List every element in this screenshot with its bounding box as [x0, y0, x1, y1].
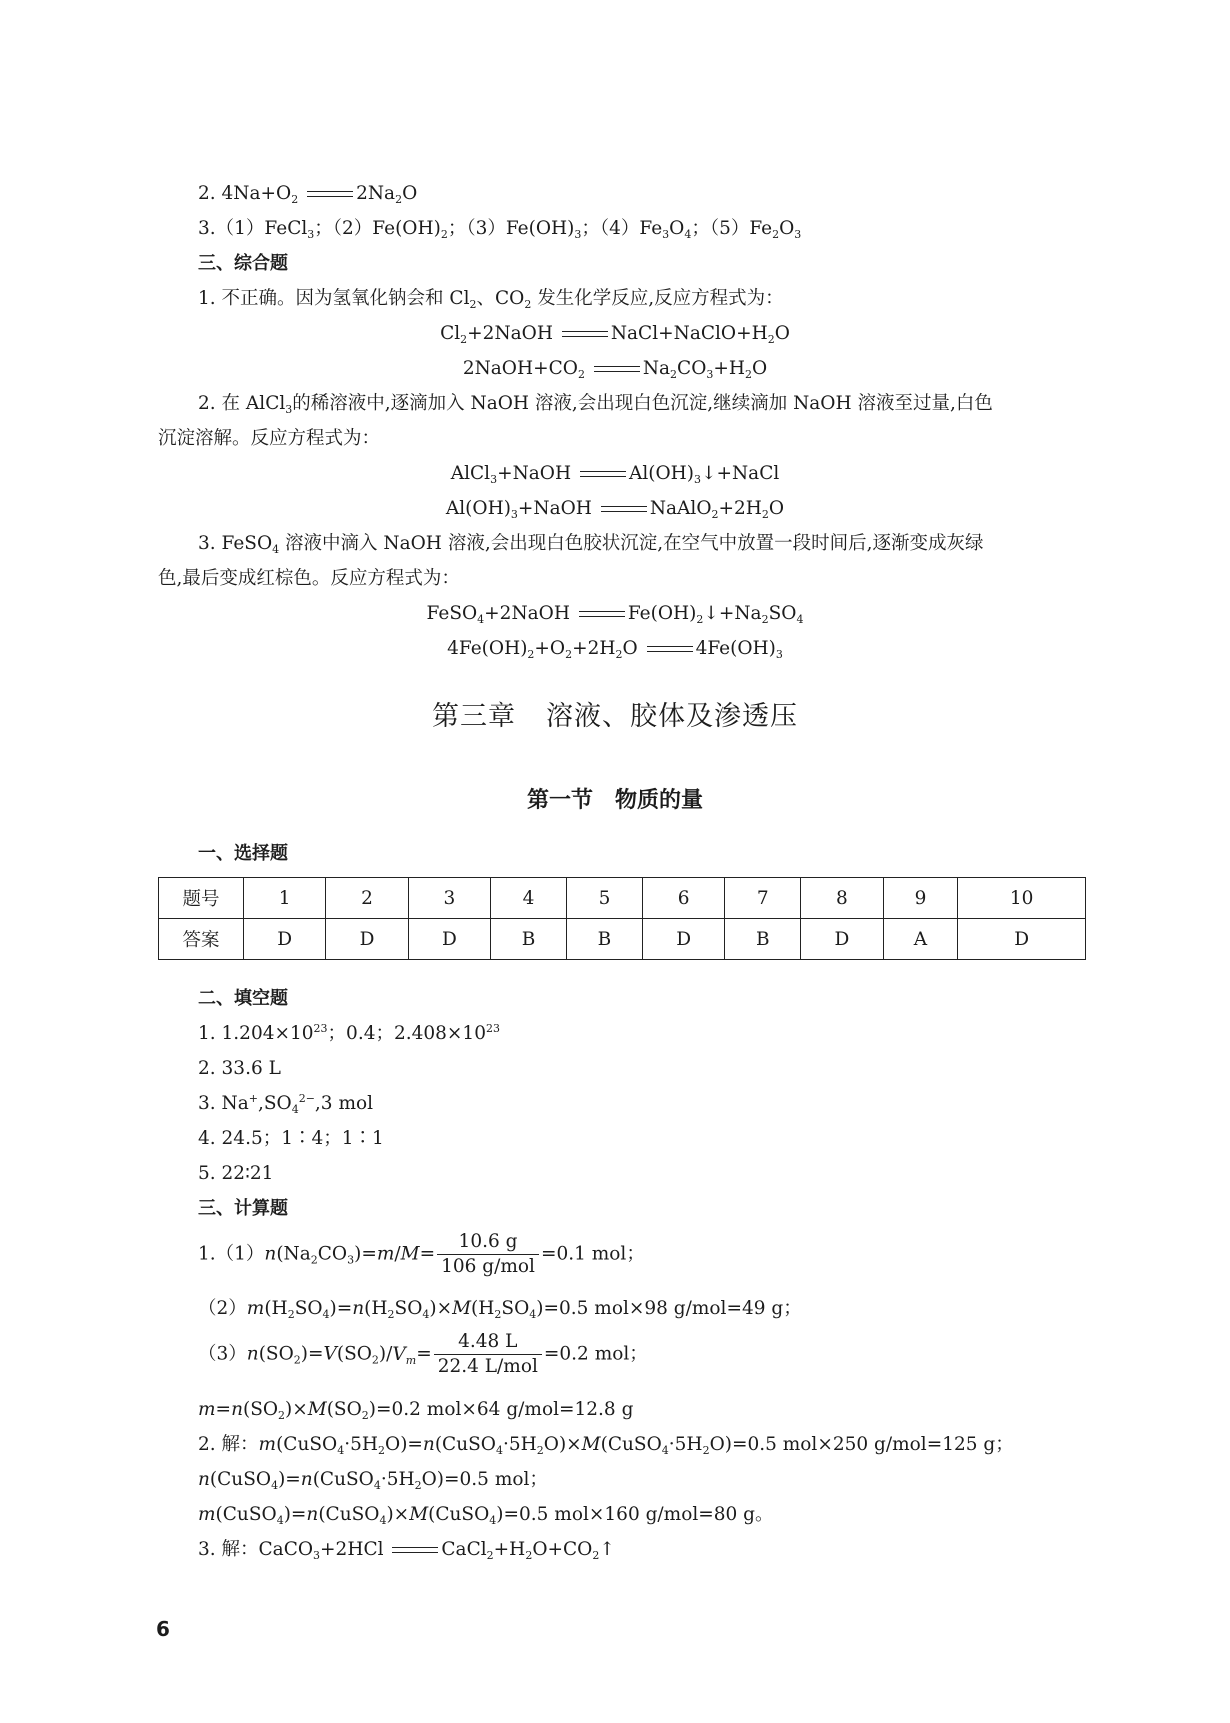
table-cell: A [883, 919, 958, 960]
answer-line: 色,最后变成红棕色。反应方程式为： [158, 568, 460, 589]
answer-line: 3. $Na^+,SO_4^{2-},3$ mol [198, 1092, 374, 1116]
table-cell: D [642, 919, 724, 960]
table-cell: 2 [326, 878, 408, 919]
table-header-cell: 题号 [159, 878, 244, 919]
answer-line: 3. FeSO$_4$ 溶液中滴入 NaOH 溶液,会出现白色胶状沉淀,在空气中放置一段时间后,逐渐变成灰绿 [198, 533, 984, 556]
section-number: 第一节 [526, 787, 593, 813]
answer-line: 4. 24.5；1∶4；1∶1 [198, 1128, 384, 1149]
page-number: 6 [156, 1617, 170, 1641]
answer-line: 1. 不正确。因为氢氧化钠会和 $Cl_2$、$CO_2$ 发生化学反应,反应方程式为： [198, 288, 784, 311]
table-cell: 9 [883, 878, 958, 919]
table-header-cell: 答案 [159, 919, 244, 960]
table-cell: 4 [491, 878, 567, 919]
section-heading: 三、综合题 [198, 253, 288, 274]
section-heading: 二、填空题 [198, 988, 288, 1009]
table-row [159, 919, 1086, 960]
table-cell: B [491, 919, 567, 960]
calculation-line: $n(CuSO_4)=n(CuSO_4\cdot 5H_2O)=0.5$ mol； [198, 1469, 548, 1492]
calculation-line: 3. 解：CaCO$_3$+2HCl $CaCl_2+H_2O+CO_2↑$ [198, 1539, 615, 1562]
chapter-number: 第三章 [432, 701, 516, 732]
answer-table [158, 877, 1086, 960]
table-cell: 5 [567, 878, 643, 919]
answer-line: 2. $4Na+O_2$ $2Na_2O$ [198, 183, 418, 206]
table-cell: D [326, 919, 408, 960]
table-cell: B [567, 919, 643, 960]
chapter-name: 溶液、胶体及渗透压 [546, 701, 798, 732]
section-name: 物质的量 [615, 787, 704, 813]
section-heading: 一、选择题 [198, 843, 288, 864]
table-cell: 8 [801, 878, 883, 919]
calculation-line: $(2)m(H_2SO_4)=n(H_2SO_4)\times M(H_2SO_4)=0.5$ mol×98 g/mol=49 g； [198, 1298, 802, 1321]
table-cell: 7 [725, 878, 801, 919]
table-cell: D [801, 919, 883, 960]
section-heading: 三、计算题 [198, 1198, 288, 1219]
equation: FeSO$_4$+2NaOH $Fe(OH)_2↓+Na_2SO_4$ [426, 603, 804, 626]
answer-line: 1. $1.204\times 10^{23}$；0.4；$2.408\times 10^{23}$ [198, 1022, 500, 1044]
calculation-line: $m=n(SO_2)\times M(SO_2)=0.2$ mol×64 g/mol=12.8 g [198, 1399, 634, 1422]
equation: AlCl$_3$+NaOH $Al(OH)_3↓+NaCl$ [450, 463, 780, 486]
section-title [0, 783, 1230, 814]
table-row [159, 878, 1086, 919]
table-cell: 3 [408, 878, 490, 919]
calculation-line: m(CuSO$_4$)=n(CuSO$_4$)×M(CuSO$_4$)=0.5 mol×160 g/mol=80 g。 [198, 1504, 774, 1527]
answer-line: 沉淀溶解。反应方程式为： [158, 428, 381, 449]
answer-line: 3.（1）FeCl$_3$；$(2)Fe(OH)_2$；$(3)Fe(OH)_3$；$(4)Fe_3O_4$；$(5)Fe_2O_3$ [198, 218, 802, 241]
answer-line: 2. 在 AlCl$_3$的稀溶液中,逐滴加入 NaOH 溶液,会出现白色沉淀,继续滴加 NaOH 溶液至过量,白色 [198, 393, 993, 416]
equation: $Al(OH)_3+NaOH$ $NaAlO_2+2H_2O$ [445, 498, 785, 521]
answer-line: 2. 33.6 L [198, 1058, 281, 1079]
calculation-line: $1.(1)n(Na_2CO_3)=m/M=$ $\frac{10.6 g}{\text{106 g/mol}}$ =0.1 mol； [198, 1231, 645, 1277]
equation: $2NaOH+CO_2$ $Na_2CO_3+H_2O$ [462, 358, 768, 381]
table-cell: D [408, 919, 490, 960]
chapter-title [0, 694, 1230, 733]
table-cell: 1 [244, 878, 326, 919]
table-cell: 6 [642, 878, 724, 919]
answer-line: 5. 22∶21 [198, 1163, 274, 1184]
equation: $Cl_2+2NaOH$ $NaCl+NaClO+H_2O$ [440, 323, 790, 346]
table-cell: D [958, 919, 1086, 960]
calculation-line: $(3)n(SO_2)=V(SO_2)/V_m=$ $\frac{4.48 L}{\text{22.4 L/mol}}$ =0.2 mol； [198, 1331, 648, 1377]
equation: $4Fe(OH)_2+O_2+2H_2O$ $4Fe(OH)_3$ [447, 638, 783, 661]
calculation-line: 2. 解：$m(CuSO_4\cdot 5H_2O)=n(CuSO_4\cdot 5H_2O)\times M(CuSO_4\cdot 5H_2O)=0.5$ mol×250 g/mol=125 g； [198, 1434, 1014, 1457]
table-cell: D [244, 919, 326, 960]
table-cell: 10 [958, 878, 1086, 919]
table-cell: B [725, 919, 801, 960]
